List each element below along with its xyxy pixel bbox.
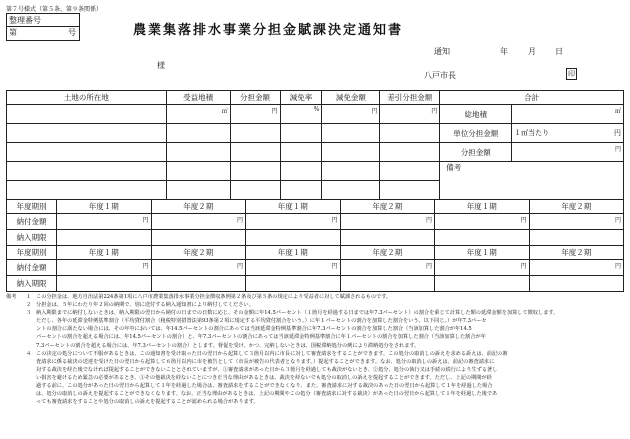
registration-number-box [6,13,80,41]
installment-period: 年度２期 [151,200,246,214]
main-table [6,90,624,200]
installment-period: 年度１期 [57,200,152,214]
note-item: 分担金は、５年にわたり年２回の納期で、別に送付する納入通知書により納付してください。 [36,302,254,309]
installment-amount-yen: 円 [151,214,246,230]
note-item-continuation: は、処分の取消しの訴えを提起することができなくなります。なお、正当な理由があるときは、上記の期間やこの処分（審査請求に対する裁決）があった日の翌日から起算して１年を経過した後であ [36,391,498,398]
note-item-continuation: ントの割合に満たない場合には、その年中においては、年14.5パーセントの割合にあっては当該延滞金特例基準割合に年7.3パーセントの割合を加算した割合（当該加算した割合が年14.5 [36,326,472,333]
installment-period: 年度１期 [246,200,341,214]
installment-period: 年度１期 [57,246,152,260]
installment-period-label: 年度期別 [7,246,57,260]
location-cell [7,124,167,143]
installment-period: 年度２期 [340,246,435,260]
installment-amount-label: 納付金額 [7,214,57,230]
registration-number-label: 整理番号 [9,16,41,25]
unit-per-label: １㎡当たり [514,129,550,137]
reduction-yen: 円 [322,105,380,124]
header-net-amount: 差引分担金額 [380,91,440,105]
summary-unit-charge-value [512,124,624,143]
header-reduction-rate: 減免率 [280,91,322,105]
location-cell [7,162,167,181]
location-cell [7,105,167,124]
note-item: この分担金は、地方自治法第224条第1項に八戸市農業集落排水事業分担金徴収条例第２条及び第５条の規定により受益者に対して賦課されるものです。 [36,294,392,300]
installment-period: 年度２期 [529,246,624,260]
location-cell [7,143,167,162]
header-total: 合計 [440,91,624,105]
installment-period: 年度２期 [151,246,246,260]
addressee-suffix: 様 [157,61,165,70]
installment-amount-yen: 円 [246,214,341,230]
note-item-continuation: 7.3パーセントの割合を超える場合には、年7.3パーセントの割合）とします。督促を受け、かつ、完納しないときは、国税滞納処分の例により滞納処分をされます。 [36,342,420,349]
header-area: 受益地積 [166,91,230,105]
installment-amount-yen: 円 [151,260,246,276]
summary-charge-amount-label: 分担金額 [440,143,512,162]
note-item-continuation: 査請求に係る裁決の送達を受けた日の翌日から起算して６箇月以内に市を被告として（市長が被告の代表者となります。）提起することができます。なお、処分の取消しの訴えは、前記の審査請求に [36,358,495,365]
location-cell [7,181,167,200]
area-unit: ㎡ [166,105,230,124]
installment-amount-yen: 円 [340,214,435,230]
summary-total-area-label: 総地積 [440,105,512,124]
net-yen: 円 [380,105,440,124]
header-location: 土地の所在地 [7,91,167,105]
installment-amount-label: 納付金額 [7,260,57,276]
installment-amount-yen: 円 [435,260,530,276]
seal-mark: 印 [568,70,575,78]
rate-unit: % [280,105,322,124]
installment-amount-yen: 円 [340,260,435,276]
installment-amount-yen: 円 [246,260,341,276]
installment-period: 年度１期 [435,200,530,214]
header-reduction-amount: 減免金額 [322,91,380,105]
summary-remarks: 備考 [440,162,624,200]
notice-month: 月 [528,47,536,56]
note-item-continuation: 過する前に、この処分があった日の翌日から起算して１年を経過した場合は、審査請求をすることができなくなり、また、審査請求に対する裁決のあった日の翌日から起算して１年を経過した場合 [36,383,493,390]
per-unit-yen: 円 [230,105,280,124]
installment-amount-yen: 円 [57,214,152,230]
registration-number-suffix: 号 [68,28,76,37]
notes-label: 備考 [6,294,17,300]
installment-period: 年度２期 [340,200,435,214]
summary-unit-charge-label: 単位分担金額 [440,124,512,143]
note-item-continuation: い損害を避けるため緊急の必要があるとき、③その他裁決を経ないことにつき正当な理由があるときは、裁決を経ないでも処分の取消しの訴えを提起することができます。ただし、上記の期間が経 [36,374,492,381]
installment-period: 年度１期 [246,246,341,260]
note-item: この決定の処分について不服があるときは、この通知書を受け取った日の翌日から起算して３箇月以内に市長に対して審査請求をすることができます。この処分の取消しの訴えを求める訴えは、前記の審 [36,350,508,357]
notice-day: 日 [555,47,563,56]
installment-period-label: 年度期別 [7,200,57,214]
installment-table [6,199,624,292]
installment-amount-yen: 円 [529,260,624,276]
note-item: 納入期限までに納付しないときは、納入期限の翌日から納付の日までの日数に応じ、その金額に年14.5パーセント（１箇月を経過する日までは年7.3パーセント）の割合を乗じて計算した額の延滞金額を加算して徴収します。 [36,310,559,317]
installment-amount-yen: 円 [435,214,530,230]
installment-period: 年度２期 [529,200,624,214]
installment-period: 年度１期 [435,246,530,260]
note-item-continuation: パーセントの割合を超える場合には、年14.5パーセントの割合）と、年7.3パーセントの割合にあっては当該延滞金特例基準割合に年１パーセントの割合を加算した割合（当該加算した割合が年 [36,334,486,341]
page-title: 農業集落排水事業分担金賦課決定通知書 [133,23,404,38]
unit-charge-yen: 円 [614,129,621,137]
header-per-unit: 分担金額 [230,91,280,105]
summary-charge-amount-yen: 円 [512,143,624,162]
form-id: 第７号様式（第５条、第９条関係） [6,6,103,13]
registration-number-prefix: 第 [9,28,17,37]
note-item-continuation: っても審査請求をすることや処分の取消しの訴えを提起することが認められる場合があります。 [36,399,259,406]
note-item-continuation: ただし、各年の延滞金特例基準割合（平均貸付割合（租税特別措置法第93条第２項に規定する平均貸付割合をいう。）に年１パーセントの割合を加算した割合をいう。以下同じ。）が年7.3パーセ [36,318,487,325]
installment-due-label: 納入期限 [7,230,57,246]
notes-section: 備考 １ この分担金は、地方自治法第224条第1項に八戸市農業集落排水事業分担金徴収条例第２条及び第５条の規定により受益者に対して賦課されるものです。 ２ 分担金は、５年にわたり年２回の納期で、別に送付する納入通知書により納付してください。 ３ 納入期限までに納付しないときは、納入期限の翌日から納付の日までの日数に応じ、その金額に年14.5パーセント（１箇月を経過する日までは年7.3パーセント）の割合を乗じて計算した額の延滞金額を加算して徴収します。 ただし、各年の延滞金特例基準割合（平均貸付割合（租税特別措置法第93条第２項に規定する平均貸付割合をいう。）に年１パーセントの割合を加算した割合をいう。以下同じ。）が年7.3パーセ ントの割合に満たない場合には、その年中においては、年14.5パーセントの割合にあっては当該延滞金特例基準割合に年7.3パーセントの割合を加算した割合（当該加算した割合が年14.5 パーセントの割合を超える場合には、年14.5パーセントの割合）と、年7.3パーセントの割合にあっては当該延滞金特例基準割合に年１パーセントの割合を加算した割合（当該加算した割合が年 7.3パーセントの割合を超える場合には、年7.3パーセントの割合）とします。督促を受け、かつ、完納しないときは、国税滞納処分の例により滞納処分をされます。 ４ この決定の処分について不服があるときは、この通知書を受け取った日の翌日から起算して３箇月以内に市長に対して審査請求をすることができます。この処分の取消しの訴えを求める訴えは、前記の審 査請求に係る裁決の送達を受けた日の翌日から起算して６箇月以内に市を被告として（市長が被告の代表者となります。）提起することができます。なお、処分の取消しの訴えは、前記の審査請求に 対する裁決を経た後でなければ提起することができないこととされていますが、①審査請求があった日から３箇月を経過しても裁決がないとき、②処分、処分の執行又は手続の続行により生ずる著し い損害を避けるため緊急の必要があるとき、③その他裁決を経ないことにつき正当な理由があるときは、裁決を経ないでも処分の取消しの訴えを提起することができます。ただし、上記の期間が経 過する前に、この処分があった日の翌日から起算して１年を経過した場合は、審査請求をすることができなくなり、また、審査請求に対する裁決のあった日の翌日から起算して１年を経過した場合 は、処分の取消しの訴えを提起することができなくなります。なお、正当な理由があるときは、上記の期間やこの処分（審査請求に対する裁決）があった日の翌日から起算して１年を経過した後であ っても審査請求をすることや処分の取消しの訴えを提起することが認められる場合があります。 [6,293,624,406]
installment-amount-yen: 円 [529,214,624,230]
issuer-name: 八戸市長 [424,71,456,80]
installment-amount-yen: 円 [57,260,152,276]
installment-due-label: 納入期限 [7,276,57,292]
notice-year: 年 [500,47,508,56]
note-item-continuation: 対する裁決を経た後でなければ提起することができないこととされていますが、①審査請求があった日から３箇月を経過しても裁決がないとき、②処分、処分の執行又は手続の続行により生ずる著し [36,366,498,373]
summary-total-area-unit: ㎡ [512,105,624,124]
notice-label: 通知 [434,47,450,56]
